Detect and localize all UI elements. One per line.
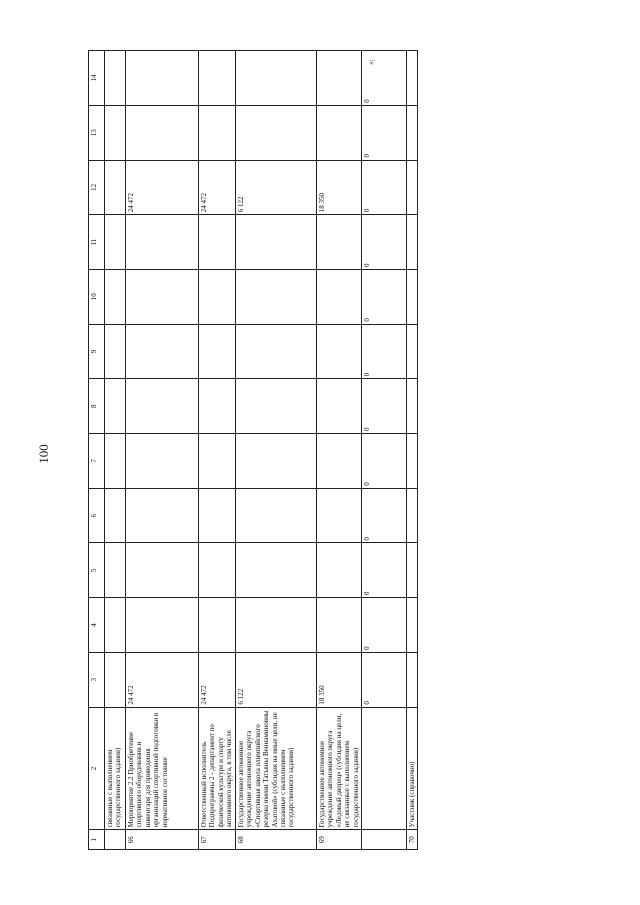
cell-col-9: 0 <box>362 324 407 379</box>
cell-col-10 <box>199 269 236 324</box>
cell-col-6 <box>317 488 362 543</box>
cell-col-13 <box>126 105 199 160</box>
column-header: 8 <box>89 379 105 434</box>
cell-col-9 <box>236 324 317 379</box>
cell-col-4 <box>199 598 236 653</box>
row-number: 66 <box>126 830 199 850</box>
cell-col-8 <box>236 379 317 434</box>
cell-col-7 <box>407 434 418 489</box>
table-row <box>317 51 362 850</box>
cell-col-10 <box>407 269 418 324</box>
cell-col-4 <box>126 598 199 653</box>
cell-col-14 <box>105 51 126 106</box>
cell-col-8 <box>105 379 126 434</box>
closing-quote-mark: »; <box>367 59 376 65</box>
cell-col-3: 6 122 <box>236 652 317 707</box>
cell-col-5 <box>236 543 317 598</box>
cell-col-9 <box>317 324 362 379</box>
cell-col-5 <box>199 543 236 598</box>
cell-col-3 <box>105 652 126 707</box>
cell-col-3: 24 472 <box>199 652 236 707</box>
column-header: 11 <box>89 215 105 270</box>
rotated-table-container <box>88 50 417 850</box>
cell-col-6 <box>407 488 418 543</box>
cell-col-14 <box>199 51 236 106</box>
cell-col-8 <box>317 379 362 434</box>
cell-col-14: 0 <box>362 51 407 106</box>
cell-col-11: 0 <box>362 215 407 270</box>
cell-col-10 <box>236 269 317 324</box>
cell-col-12 <box>407 160 418 215</box>
column-header: 5 <box>89 543 105 598</box>
cell-col-13: 0 <box>362 105 407 160</box>
cell-col-11 <box>236 215 317 270</box>
cell-col-6 <box>236 488 317 543</box>
row-number: 69 <box>317 830 362 850</box>
cell-col-13 <box>317 105 362 160</box>
page-number: 100 <box>35 444 51 464</box>
cell-col-9 <box>407 324 418 379</box>
cell-col-13 <box>199 105 236 160</box>
row-name: Государственное автономное учреждение автономного округа «Спортивная школа олимпийского резерва имени Татьяны Вениаминовны Ахатовой» (субсидия на иные цели, не связанные с выполнением государственного задания) <box>236 707 317 830</box>
cell-col-3: 24 472 <box>126 652 199 707</box>
cell-col-6: 0 <box>362 488 407 543</box>
row-name: Мероприятие 2.2 Приобретение спортивного оборудования и инвентаря для приведения организаций спортивной подготовки в нормативное состояние <box>126 707 199 830</box>
cell-col-14 <box>317 51 362 106</box>
cell-col-12 <box>105 160 126 215</box>
cell-col-12: 18 350 <box>317 160 362 215</box>
column-header: 4 <box>89 598 105 653</box>
cell-col-11 <box>126 215 199 270</box>
cell-col-3 <box>407 652 418 707</box>
cell-col-4 <box>317 598 362 653</box>
row-number <box>362 830 407 850</box>
cell-col-7 <box>126 434 199 489</box>
row-name: связанные с выполнением государственного задания) <box>105 707 126 830</box>
cell-col-12: 24 472 <box>199 160 236 215</box>
row-number: 68 <box>236 830 317 850</box>
cell-col-14 <box>126 51 199 106</box>
cell-col-13 <box>236 105 317 160</box>
cell-col-14 <box>236 51 317 106</box>
cell-col-10: 0 <box>362 269 407 324</box>
cell-col-7: 0 <box>362 434 407 489</box>
cell-col-12: 6 122 <box>236 160 317 215</box>
cell-col-5 <box>126 543 199 598</box>
cell-col-4 <box>407 598 418 653</box>
cell-col-8 <box>199 379 236 434</box>
column-header: 13 <box>89 105 105 160</box>
row-number: 70 <box>407 830 418 850</box>
cell-col-10 <box>317 269 362 324</box>
row-name: Участник (справочно) <box>407 707 418 830</box>
cell-col-13 <box>407 105 418 160</box>
cell-col-8 <box>126 379 199 434</box>
cell-col-4 <box>236 598 317 653</box>
cell-col-8 <box>407 379 418 434</box>
cell-col-13 <box>105 105 126 160</box>
cell-col-5: 0 <box>362 543 407 598</box>
cell-col-11 <box>317 215 362 270</box>
column-header: 1 <box>89 830 105 850</box>
row-name <box>362 707 407 830</box>
cell-col-12: 24 472 <box>126 160 199 215</box>
cell-col-5 <box>317 543 362 598</box>
cell-col-7 <box>317 434 362 489</box>
cell-col-10 <box>126 269 199 324</box>
cell-col-12: 0 <box>362 160 407 215</box>
cell-col-6 <box>126 488 199 543</box>
column-header: 2 <box>89 707 105 830</box>
cell-col-8: 0 <box>362 379 407 434</box>
cell-col-6 <box>199 488 236 543</box>
table-row <box>236 51 317 850</box>
cell-col-11 <box>199 215 236 270</box>
column-header: 12 <box>89 160 105 215</box>
row-name: Государственное автономное учреждение автономного округа «Ледовый дворец» (субсидия на цели, не связанные с выполнением государственного задания) <box>317 707 362 830</box>
cell-col-7 <box>199 434 236 489</box>
row-number: 67 <box>199 830 236 850</box>
cell-col-10 <box>105 269 126 324</box>
row-number <box>105 830 126 850</box>
cell-col-4 <box>105 598 126 653</box>
cell-col-4: 0 <box>362 598 407 653</box>
table-row <box>199 51 236 850</box>
cell-col-9 <box>105 324 126 379</box>
table-row <box>105 51 126 850</box>
column-header: 6 <box>89 488 105 543</box>
row-name: Ответственный исполнитель Подпрограммы 2 - департамент по физической культуре и спорту автономного округа, в том числе <box>199 707 236 830</box>
cell-col-5 <box>407 543 418 598</box>
budget-table <box>88 50 418 850</box>
cell-col-3: 18 350 <box>317 652 362 707</box>
cell-col-11 <box>105 215 126 270</box>
cell-col-7 <box>236 434 317 489</box>
cell-col-14 <box>407 51 418 106</box>
table-row <box>407 51 418 850</box>
column-header: 10 <box>89 269 105 324</box>
column-header: 14 <box>89 51 105 106</box>
cell-col-6 <box>105 488 126 543</box>
cell-col-11 <box>407 215 418 270</box>
table-row <box>126 51 199 850</box>
column-header: 7 <box>89 434 105 489</box>
header-row <box>89 51 105 850</box>
table-row <box>362 51 407 850</box>
cell-col-5 <box>105 543 126 598</box>
cell-col-9 <box>126 324 199 379</box>
cell-col-3: 0 <box>362 652 407 707</box>
column-header: 9 <box>89 324 105 379</box>
cell-col-9 <box>199 324 236 379</box>
cell-col-7 <box>105 434 126 489</box>
column-header: 3 <box>89 652 105 707</box>
